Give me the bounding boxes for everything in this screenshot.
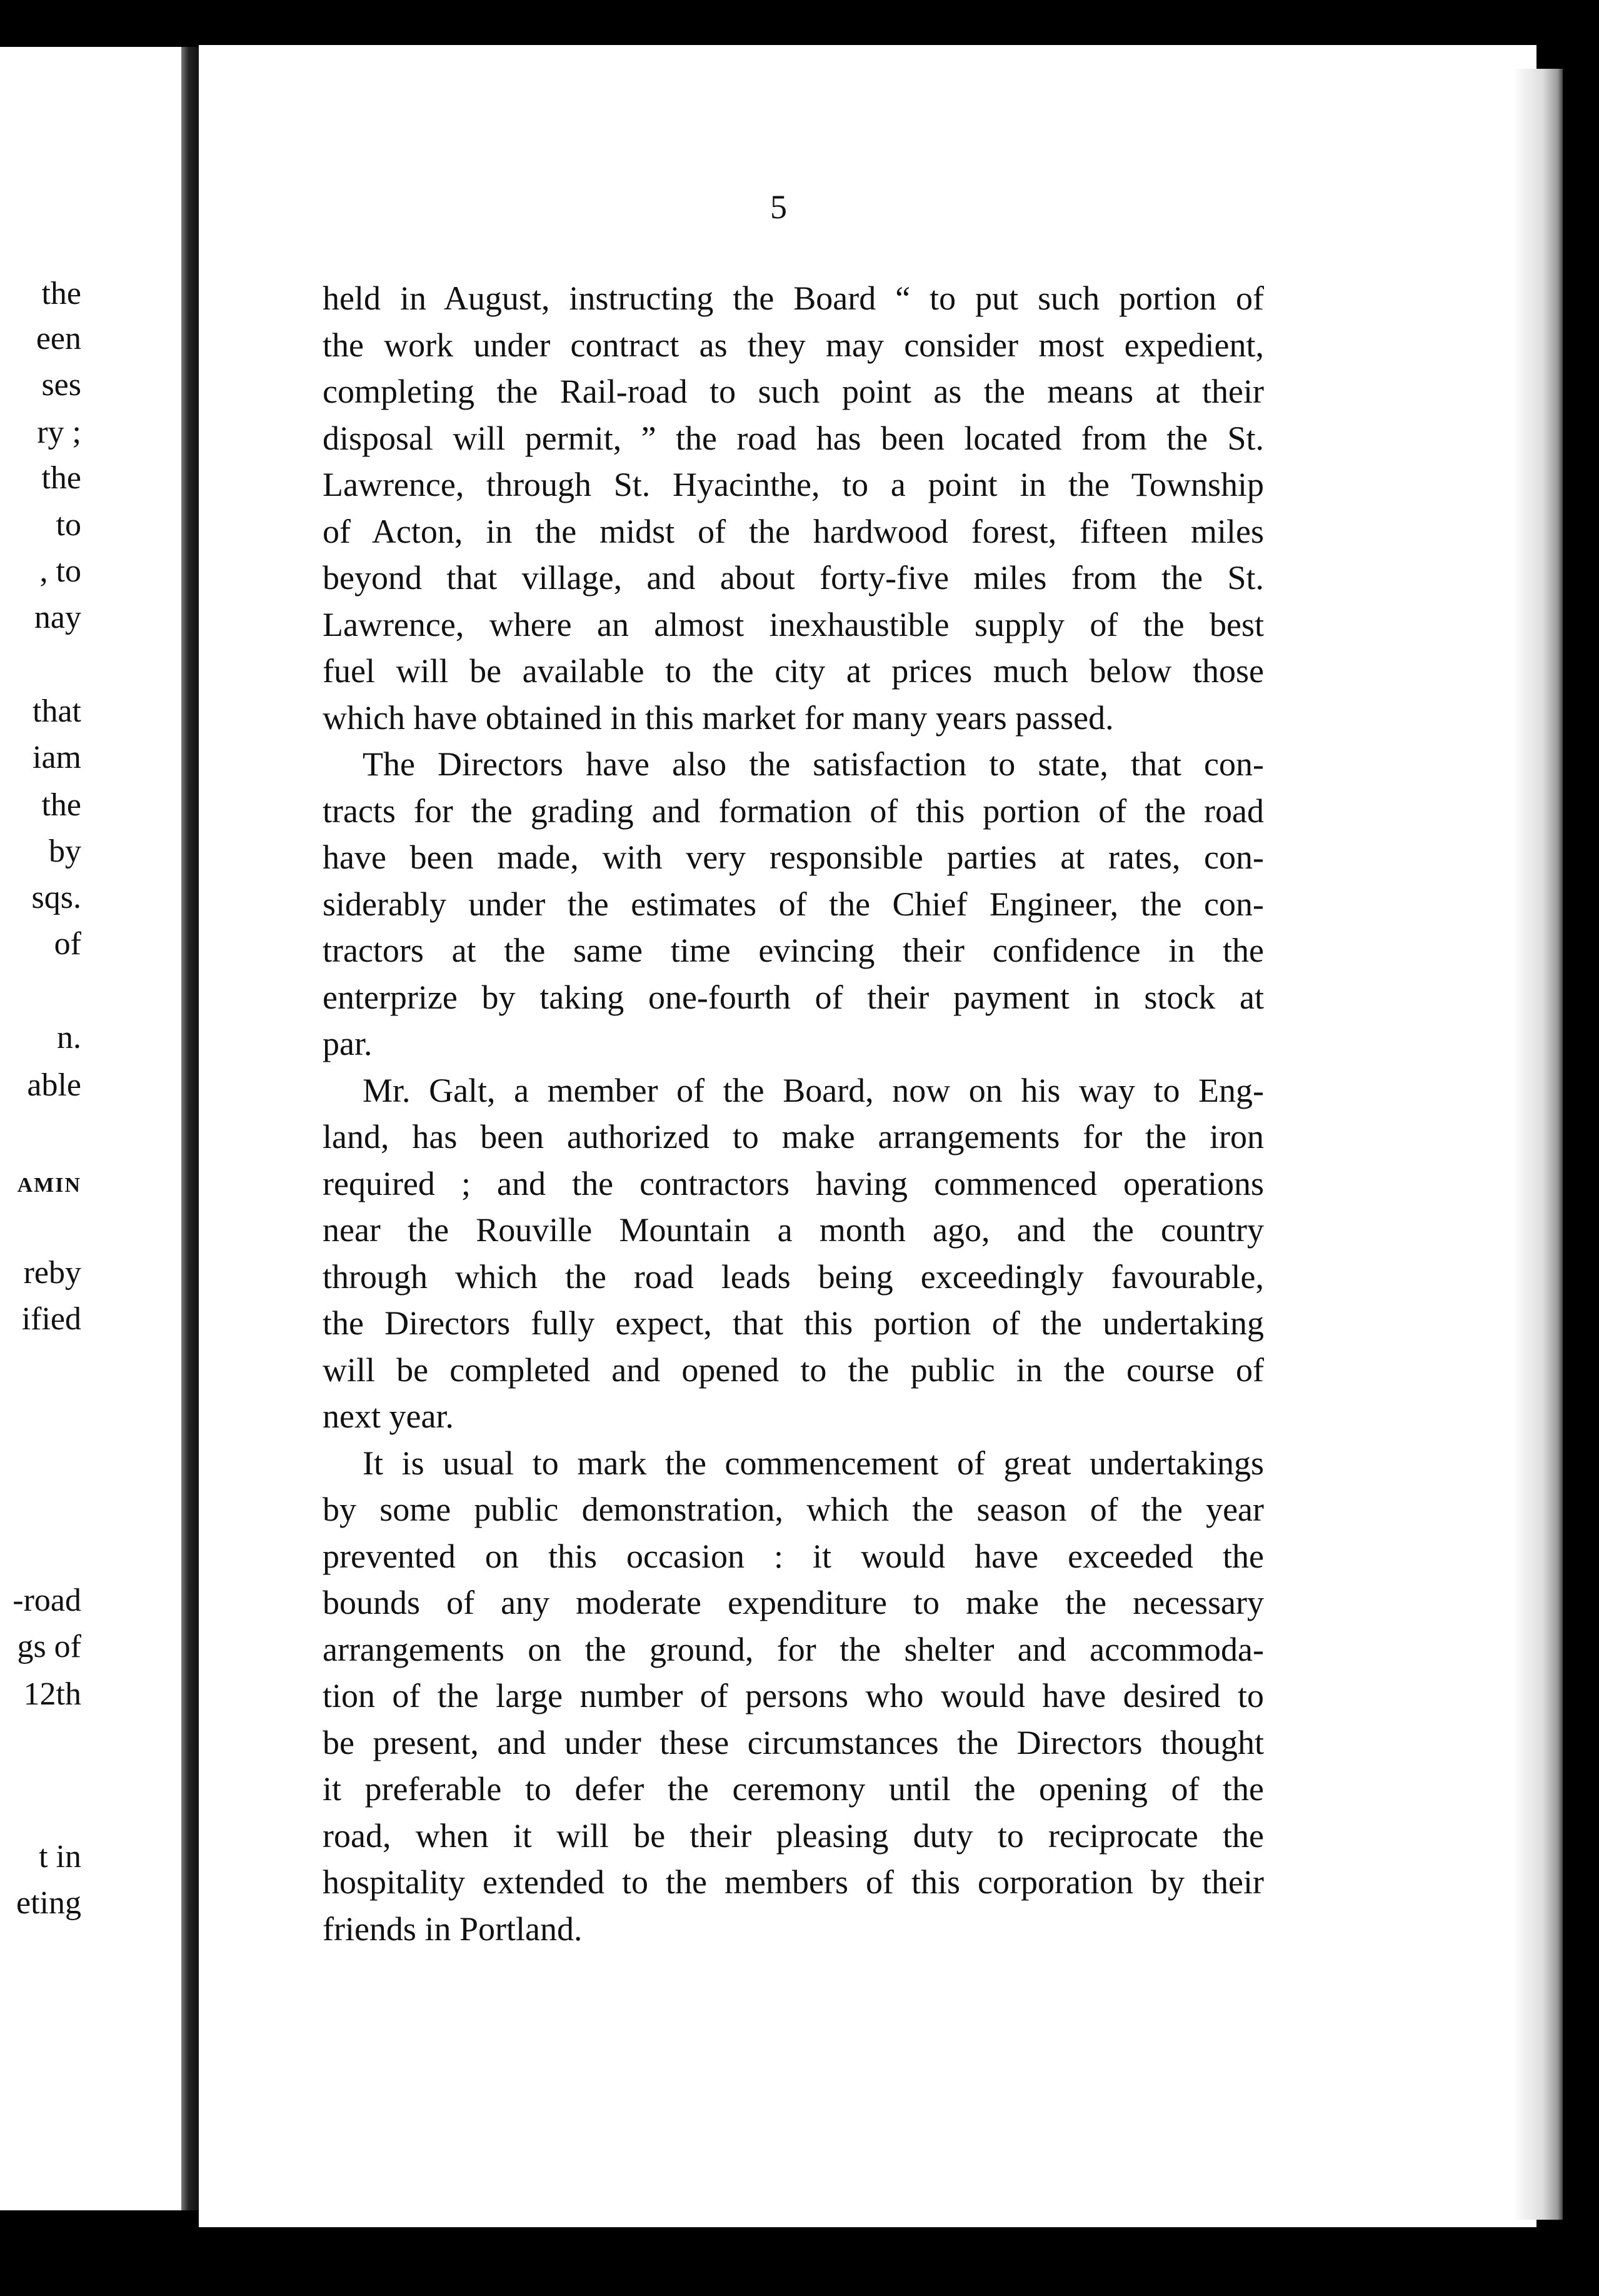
page-edge-shadow	[1513, 69, 1563, 2220]
fragment-line: AMIN	[17, 1174, 81, 1197]
text-line: prevented on this occasion : it would have exceeded the	[323, 1537, 1264, 1575]
text-line: Lawrence, through St. Hyacinthe, to a point in the Township	[323, 466, 1264, 503]
text-line: Mr. Galt, a member of the Board, now on his way to Eng-	[363, 1071, 1264, 1109]
text-line: The Directors have also the satisfaction to state, that con-	[363, 745, 1264, 783]
text-line: completing the Rail-road to such point as the means at their	[323, 373, 1264, 410]
fragment-line: eting	[16, 1885, 81, 1921]
fragment-line: nay	[34, 600, 81, 635]
text-line: par.	[323, 1025, 373, 1062]
text-line: arrangements on the ground, for the shelter and accommoda-	[323, 1630, 1264, 1668]
book-gutter	[181, 47, 200, 2210]
fragment-line: sqs.	[31, 880, 81, 915]
text-line: fuel will be available to the city at prices much below those	[323, 652, 1264, 690]
text-line: the Directors fully expect, that this portion of the undertaking	[323, 1304, 1264, 1342]
fragment-line: the	[41, 276, 81, 311]
fragment-line: 12th	[23, 1676, 81, 1712]
text-line: required ; and the contractors having commenced operations	[323, 1164, 1264, 1202]
text-line: It is usual to mark the commencement of great undertakings	[363, 1444, 1264, 1482]
text-line: enterprize by taking one-fourth of their payment in stock at	[323, 978, 1264, 1016]
body-text	[323, 275, 1264, 1952]
fragment-line: iam	[33, 740, 81, 775]
fragment-line: of	[54, 926, 81, 962]
text-line: have been made, with very responsible parties at rates, con-	[323, 838, 1264, 876]
fragment-line: een	[36, 321, 81, 356]
fragment-line: the	[41, 460, 81, 496]
text-line: disposal will permit, ” the road has been located from the St.	[323, 419, 1264, 457]
fragment-line: able	[27, 1067, 81, 1103]
text-line: next year.	[323, 1397, 454, 1435]
text-line: near the Rouville Mountain a month ago, and the country	[323, 1211, 1264, 1249]
fragment-line: that	[33, 693, 81, 729]
text-line: friends in Portland.	[323, 1910, 583, 1948]
text-line: held in August, instructing the Board “ to put such portion of	[323, 279, 1264, 317]
text-line: of Acton, in the midst of the hardwood forest, fifteen miles	[323, 512, 1264, 550]
fragment-line: -road	[13, 1583, 81, 1618]
page-number: 5	[770, 188, 787, 226]
fragment-line: n.	[57, 1020, 81, 1055]
text-line: tion of the large number of persons who would have desired to	[323, 1677, 1264, 1714]
text-line: through which the road leads being exceedingly favourable,	[323, 1257, 1264, 1296]
text-line: hospitality extended to the members of this corporation by their	[323, 1863, 1264, 1901]
text-line: it preferable to defer the ceremony until the opening of the	[323, 1770, 1264, 1808]
fragment-line: ses	[41, 367, 81, 403]
text-line: the work under contract as they may consider most expedient,	[323, 326, 1264, 364]
text-line: Lawrence, where an almost inexhaustible supply of the best	[323, 605, 1264, 643]
fragment-line: , to	[39, 553, 81, 589]
previous-page-fragment	[0, 47, 188, 2210]
fragment-line: t in	[39, 1839, 81, 1875]
fragment-line: gs of	[17, 1629, 81, 1664]
text-line: bounds of any moderate expenditure to make the necessary	[323, 1584, 1264, 1621]
text-line: beyond that village, and about forty-five miles from the St.	[323, 559, 1264, 597]
fragment-line: reby	[23, 1255, 81, 1291]
fragment-line: the	[41, 787, 81, 823]
text-line: by some public demonstration, which the season of the year	[323, 1491, 1264, 1528]
fragment-line: ry ;	[37, 415, 81, 450]
text-line: siderably under the estimates of the Chief Engineer, the con-	[323, 885, 1264, 923]
text-line: road, when it will be their pleasing duty to reciprocate the	[323, 1816, 1264, 1855]
text-line: tractors at the same time evincing their confidence in the	[323, 932, 1264, 969]
fragment-line: by	[49, 833, 81, 869]
text-line: will be completed and opened to the public in the course of	[323, 1351, 1264, 1389]
fragment-line: ified	[21, 1301, 81, 1337]
fragment-line: to	[56, 507, 81, 543]
text-line: tracts for the grading and formation of this portion of the road	[323, 792, 1264, 830]
text-line: be present, and under these circumstances the Directors thought	[323, 1723, 1264, 1761]
text-line: land, has been authorized to make arrangements for the iron	[323, 1118, 1264, 1156]
text-line: which have obtained in this market for many years passed.	[323, 698, 1114, 737]
